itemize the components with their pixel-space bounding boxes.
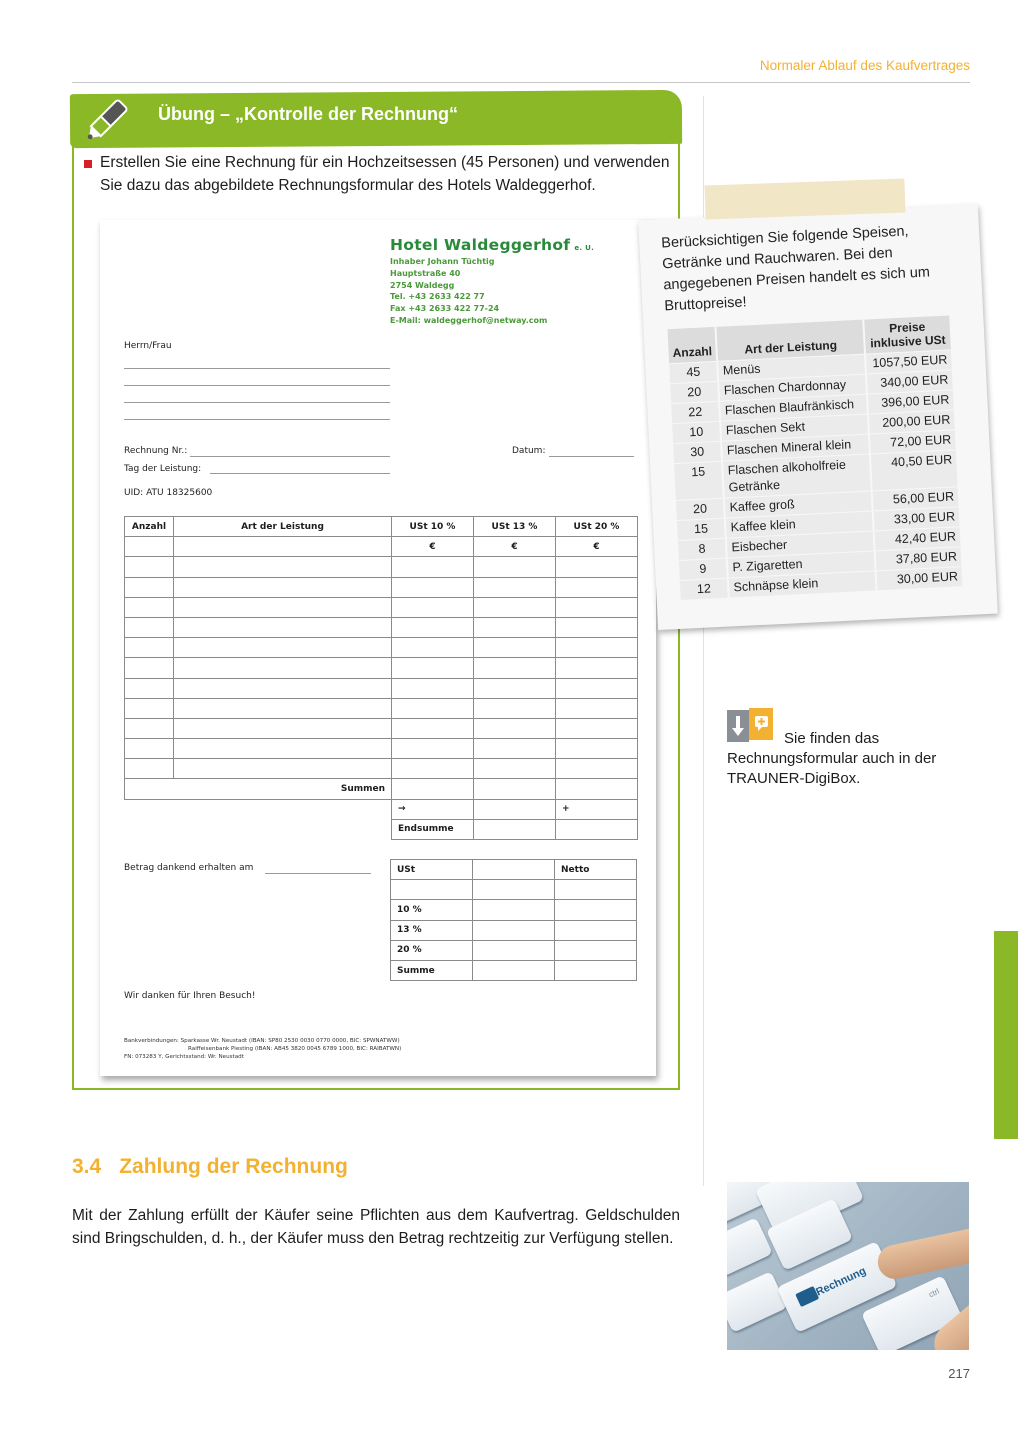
- table-cell[interactable]: [125, 557, 174, 577]
- sum-cell[interactable]: [392, 779, 474, 799]
- table-cell[interactable]: [556, 658, 638, 678]
- table-cell[interactable]: [474, 597, 556, 617]
- table-cell[interactable]: [174, 718, 392, 738]
- table-cell[interactable]: [474, 739, 556, 759]
- table-cell[interactable]: [174, 638, 392, 658]
- price-item: Flaschen alkoholfreie Getränke: [722, 454, 871, 498]
- net-cell[interactable]: [555, 940, 637, 960]
- table-cell[interactable]: [174, 617, 392, 637]
- price-value: 33,00 EUR: [873, 507, 960, 531]
- pen-icon: [80, 92, 140, 142]
- bank-line: Raiffeisenbank Piesting (IBAN: AB45 3820 0045 6789 1000, BIC: RAIBATWN): [188, 1046, 402, 1052]
- price-item: P. Zigaretten: [727, 551, 875, 578]
- service-date-field[interactable]: [210, 473, 390, 474]
- section-number: 3.4: [72, 1155, 102, 1178]
- table-cell[interactable]: [556, 678, 638, 698]
- price-col-price: Preise inklusive USt: [863, 315, 951, 354]
- table-cell[interactable]: [474, 678, 556, 698]
- price-table: [666, 315, 963, 600]
- section-body: Mit der Zahlung erfüllt der Käufer seine Pflichten aus dem Kaufvertrag. Geldschulden sind Bringschulden, d. h., der Käufer muss den Betrag rechtzeitig zur Verfügung stellen.: [72, 1207, 680, 1247]
- hotel-name-text: Hotel Waldeggerhof: [390, 236, 571, 254]
- table-cell[interactable]: [174, 739, 392, 759]
- invoice-number-label: Rechnung Nr.:: [124, 446, 188, 456]
- invoice-number-field[interactable]: [190, 456, 390, 457]
- note-intro: Berücksichtigen Sie folgende Speisen, Getränke und Rauchwaren. Bei den angegebenen Preisen handelt es sich um Bruttopreise!: [660, 223, 931, 315]
- col-header-service: Art der Leistung: [174, 517, 392, 537]
- table-cell[interactable]: [556, 638, 638, 658]
- bank-line: Bankverbindungen: Sparkasse Wr. Neustadt (IBAN: SP80 2530 0030 0770 0000, BIC: SPWNATWW): [124, 1038, 400, 1044]
- invoice-form: [100, 220, 656, 1076]
- hotel-name: [390, 236, 594, 254]
- table-cell[interactable]: [556, 577, 638, 597]
- table-cell[interactable]: [392, 678, 474, 698]
- invoice-line-row: [125, 739, 638, 759]
- price-value: 40,50 EUR: [870, 450, 958, 491]
- price-item: Flaschen Chardonnay: [718, 374, 866, 401]
- tax-row: [391, 920, 637, 940]
- sum-cell[interactable]: [474, 779, 556, 799]
- price-value: 340,00 EUR: [866, 370, 953, 394]
- hotel-phone: Tel. +43 2633 422 77: [390, 292, 485, 302]
- tax-cell[interactable]: [473, 960, 555, 980]
- price-item: Flaschen Blaufränkisch: [719, 394, 867, 421]
- table-cell[interactable]: [556, 739, 638, 759]
- section-heading: [72, 1155, 348, 1179]
- hotel-street: Hauptstraße 40: [390, 268, 461, 278]
- table-cell[interactable]: [125, 597, 174, 617]
- price-item: Kaffee groß: [724, 491, 872, 518]
- tax-cell[interactable]: [473, 900, 555, 920]
- tax-header-net: Netto: [555, 860, 637, 880]
- invoice-items-table: [124, 516, 638, 840]
- table-cell[interactable]: [174, 678, 392, 698]
- table-cell[interactable]: [556, 597, 638, 617]
- price-item: Eisbecher: [726, 531, 874, 558]
- empty-space: [125, 819, 392, 839]
- total-cell[interactable]: [474, 819, 556, 839]
- invoice-line-row: [125, 759, 638, 779]
- table-cell[interactable]: [556, 718, 638, 738]
- table-cell[interactable]: [174, 537, 392, 557]
- col-header-vat20: USt 20 %: [556, 517, 638, 537]
- tax-row: [391, 900, 637, 920]
- col-header-quantity: Anzahl: [125, 517, 174, 537]
- tax-cell[interactable]: [473, 920, 555, 940]
- bank-line: FN: 073283 Y, Gerichtsstand: Wr. Neustadt: [124, 1054, 244, 1060]
- invoice-line-row: [125, 698, 638, 718]
- photo-key: [727, 1217, 773, 1276]
- header-rule: [72, 82, 970, 83]
- invoice-line-row: [125, 678, 638, 698]
- price-value: 30,00 EUR: [876, 567, 963, 591]
- table-cell[interactable]: [474, 718, 556, 738]
- invoice-line-row: [125, 718, 638, 738]
- table-cell[interactable]: [474, 617, 556, 637]
- invoice-line-row: [125, 577, 638, 597]
- price-qty: 15: [673, 461, 724, 500]
- tax-rate: 10 %: [391, 900, 473, 920]
- table-cell[interactable]: [174, 658, 392, 678]
- table-cell[interactable]: [392, 698, 474, 718]
- table-cell[interactable]: [392, 557, 474, 577]
- table-cell[interactable]: [556, 698, 638, 718]
- exercise-task: Erstellen Sie eine Rechnung für ein Hochzeitsessen (45 Personen) und verwenden Sie dazu das abgebildete Rechnungsformular des Hotels Waldeggerhof.: [100, 154, 670, 194]
- table-cell[interactable]: [125, 739, 174, 759]
- tax-rate: [391, 880, 473, 900]
- total-cell[interactable]: [556, 819, 638, 839]
- table-cell[interactable]: [125, 577, 174, 597]
- sum-label: Summen: [125, 779, 392, 799]
- tax-rate: Summe: [391, 960, 473, 980]
- table-cell[interactable]: [125, 718, 174, 738]
- price-value: 42,40 EUR: [874, 527, 961, 551]
- table-cell[interactable]: [392, 617, 474, 637]
- price-qty: 12: [679, 578, 729, 600]
- tape-strip: [704, 179, 905, 220]
- invoice-line-row: [125, 597, 638, 617]
- digibox-hint: Sie finden das Rechnungsformular auch in der TRAUNER-DigiBox.: [727, 730, 937, 787]
- table-cell[interactable]: [474, 638, 556, 658]
- tax-rate: 13 %: [391, 920, 473, 940]
- carry-cell[interactable]: [474, 799, 556, 819]
- hotel-contact-info: [390, 256, 547, 327]
- hotel-email: E-Mail: waldeggerhof@netway.com: [390, 315, 548, 325]
- date-label: Datum:: [512, 446, 546, 456]
- currency-cell: €: [556, 537, 638, 557]
- table-cell[interactable]: [174, 577, 392, 597]
- table-cell[interactable]: [392, 739, 474, 759]
- price-item: Flaschen Sekt: [720, 414, 868, 441]
- chapter-tab: [994, 931, 1018, 1139]
- table-cell[interactable]: [474, 557, 556, 577]
- table-cell[interactable]: [125, 698, 174, 718]
- hotel-city: 2754 Waldegg: [390, 280, 455, 290]
- hotel-suffix: e. U.: [574, 244, 595, 252]
- running-head: Normaler Ablauf des Kaufvertrages: [759, 58, 970, 73]
- received-date-field[interactable]: [265, 873, 371, 874]
- received-label: Betrag dankend erhalten am: [124, 863, 254, 873]
- address-line[interactable]: [124, 368, 390, 369]
- price-value: 396,00 EUR: [867, 390, 954, 414]
- price-value: 72,00 EUR: [869, 430, 956, 454]
- address-line[interactable]: [124, 402, 390, 403]
- table-cell[interactable]: [474, 759, 556, 779]
- tax-row: [391, 880, 637, 900]
- invoice-line-row: [125, 557, 638, 577]
- table-cell[interactable]: [474, 698, 556, 718]
- invoice-line-row: [125, 617, 638, 637]
- section-title: Zahlung der Rechnung: [119, 1155, 348, 1178]
- price-qty: 9: [678, 558, 728, 580]
- tax-rate: 20 %: [391, 940, 473, 960]
- currency-cell: €: [474, 537, 556, 557]
- col-header-vat13: USt 13 %: [474, 517, 556, 537]
- photo-key: [727, 1271, 788, 1333]
- ctrl-label: ctrl: [927, 1286, 941, 1300]
- col-header-vat10: USt 10 %: [392, 517, 474, 537]
- address-line[interactable]: [124, 385, 390, 386]
- table-cell[interactable]: [392, 658, 474, 678]
- table-cell[interactable]: [556, 557, 638, 577]
- tax-row: [391, 940, 637, 960]
- table-cell[interactable]: [125, 617, 174, 637]
- date-field[interactable]: [549, 456, 634, 457]
- table-cell[interactable]: [125, 537, 174, 557]
- table-cell[interactable]: [474, 577, 556, 597]
- table-cell[interactable]: [174, 557, 392, 577]
- tax-cell[interactable]: [473, 940, 555, 960]
- tax-row: [391, 960, 637, 980]
- price-qty: 30: [672, 441, 722, 463]
- tax-header-row: [391, 860, 637, 880]
- price-note-card: [638, 204, 998, 630]
- total-label: Endsumme: [392, 819, 474, 839]
- keyboard-photo: [727, 1182, 969, 1350]
- net-cell[interactable]: [555, 880, 637, 900]
- price-col-service: Art der Leistung: [716, 320, 865, 362]
- price-item: Menüs: [718, 354, 866, 381]
- hotel-owner: Inhaber Johann Tüchtig: [390, 257, 495, 266]
- net-cell[interactable]: [555, 960, 637, 980]
- price-qty: 45: [668, 361, 718, 383]
- table-header-row: [125, 517, 638, 537]
- price-value: 37,80 EUR: [875, 547, 962, 571]
- table-cell[interactable]: [474, 658, 556, 678]
- table-cell[interactable]: [125, 678, 174, 698]
- address-line[interactable]: [124, 419, 390, 420]
- tax-cell[interactable]: [473, 880, 555, 900]
- invoice-line-row: [125, 658, 638, 678]
- thanks-text: Wir danken für Ihren Besuch!: [124, 991, 256, 1001]
- table-cell[interactable]: [556, 759, 638, 779]
- sum-row: [125, 779, 638, 799]
- hotel-fax: Fax +43 2633 422 77-24: [390, 304, 500, 314]
- finger: [875, 1226, 969, 1282]
- table-cell[interactable]: [392, 718, 474, 738]
- table-cell[interactable]: [392, 597, 474, 617]
- carry-row: [125, 799, 638, 819]
- invoice-line-row: [125, 638, 638, 658]
- table-cell[interactable]: [392, 759, 474, 779]
- net-cell[interactable]: [555, 920, 637, 940]
- exercise-title: Übung – „Kontrolle der Rechnung“: [158, 104, 458, 124]
- table-cell[interactable]: [125, 658, 174, 678]
- net-cell[interactable]: [555, 900, 637, 920]
- total-row: [125, 819, 638, 839]
- price-col-quantity: Anzahl: [667, 327, 718, 364]
- currency-row: [125, 537, 638, 557]
- table-cell[interactable]: [174, 698, 392, 718]
- arrow-cell: →: [392, 799, 474, 819]
- recipient-label: Herrn/Frau: [124, 341, 172, 351]
- bullet-square: [84, 160, 92, 168]
- empty-space: [125, 799, 392, 819]
- table-cell[interactable]: [174, 759, 392, 779]
- price-value: 200,00 EUR: [868, 410, 955, 434]
- sum-cell[interactable]: [556, 779, 638, 799]
- currency-cell: €: [392, 537, 474, 557]
- table-cell[interactable]: [556, 617, 638, 637]
- price-item: Kaffee klein: [725, 511, 873, 538]
- table-cell[interactable]: [392, 577, 474, 597]
- price-item: Schnäpse klein: [728, 571, 876, 598]
- table-cell[interactable]: [125, 759, 174, 779]
- price-qty: 8: [677, 538, 727, 560]
- price-qty: 22: [670, 401, 720, 423]
- price-qty: 20: [669, 381, 719, 403]
- tax-header-vat: USt: [391, 860, 473, 880]
- price-qty: 15: [676, 518, 726, 540]
- price-item: Flaschen Mineral klein: [721, 434, 869, 461]
- service-date-label: Tag der Leistung:: [124, 464, 202, 474]
- page-number: 217: [948, 1366, 970, 1381]
- price-qty: 20: [675, 498, 725, 520]
- key-label: Rechnung: [814, 1264, 868, 1299]
- tax-header-blank: [473, 860, 555, 880]
- price-qty: 10: [671, 421, 721, 443]
- plus-cell: +: [556, 799, 638, 819]
- table-cell[interactable]: [125, 638, 174, 658]
- bank-details: [124, 1037, 401, 1061]
- uid-number: UID: ATU 18325600: [124, 488, 213, 498]
- price-value: 56,00 EUR: [872, 487, 959, 511]
- table-cell[interactable]: [392, 638, 474, 658]
- table-cell[interactable]: [174, 597, 392, 617]
- price-value: 1057,50 EUR: [865, 350, 952, 374]
- vat-summary-table: [390, 859, 637, 981]
